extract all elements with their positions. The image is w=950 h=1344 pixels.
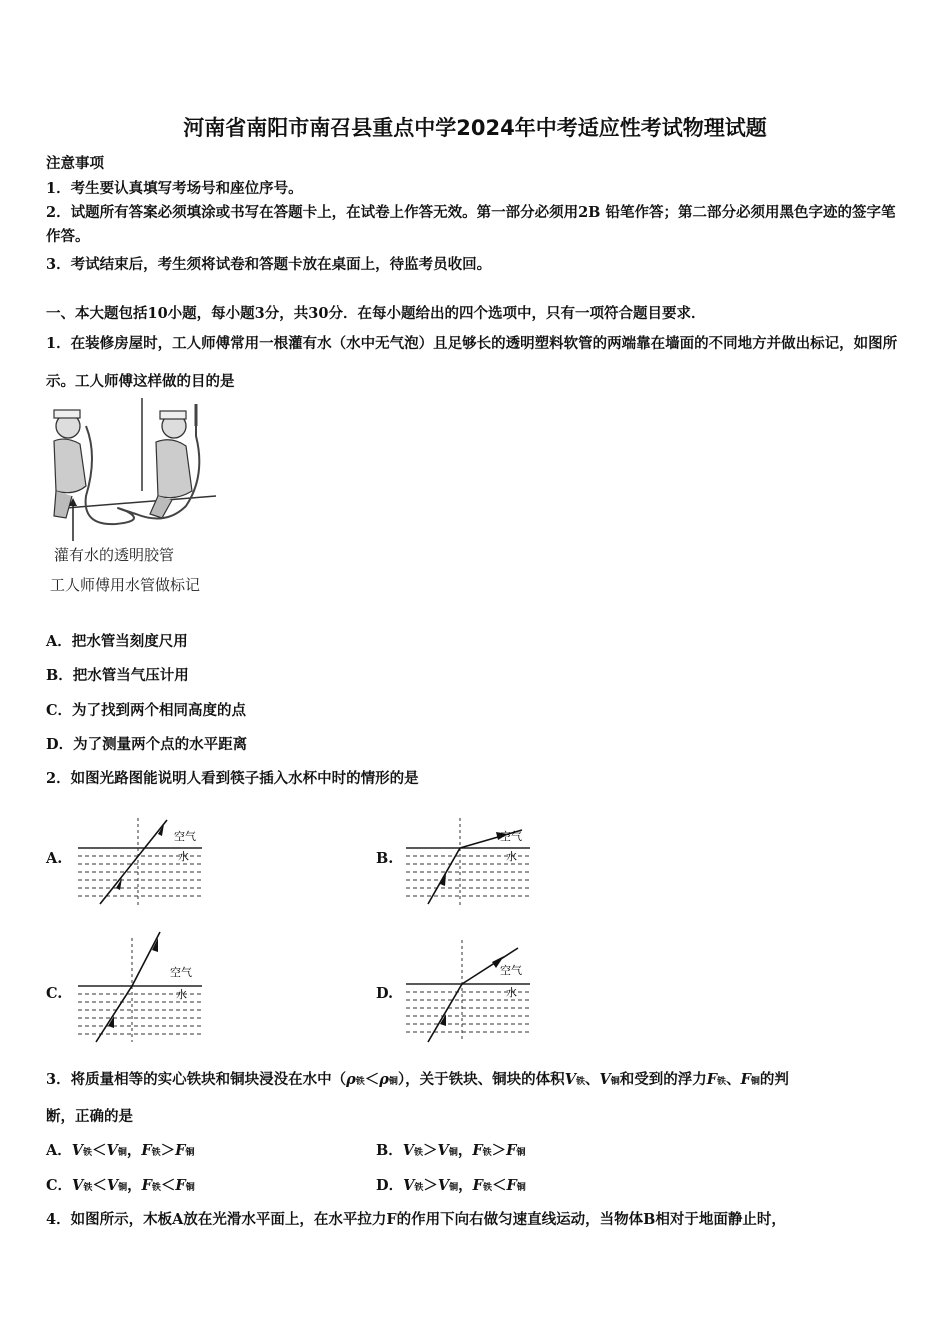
question-3-stem-line2: 断，正确的是 [46,1108,133,1125]
notice-item-3: 3．考试结束后，考生须将试卷和答题卡放在桌面上，待监考员收回。 [46,256,492,273]
air-label: 空气 [174,830,196,843]
notice-item-2: 2．试题所有答案必须填涂或书写在答题卡上，在试卷上作答无效。第一部分必须用2B 铅笔作答；第二部分必须用黑色字迹的签字笔作答。 [46,204,896,245]
notice-item-1: 1．考生要认真填写考场号和座位序号。 [46,180,303,197]
q3-option-a[interactable]: A．V铁＜V铜，F铁＞F铜 [46,1142,195,1159]
q1-option-d[interactable]: D．为了测量两个点的水平距离 [46,736,248,753]
water-label: 水 [506,850,517,863]
figure-caption-worker: 工人师傅用水管做标记 [50,576,201,594]
q3-option-d[interactable]: D．V铁＞V铜，F铁＜F铜 [376,1177,526,1194]
air-label: 空气 [170,966,192,979]
q2-option-a-diagram[interactable] [72,818,207,908]
water-label: 水 [178,850,189,863]
q2-option-d-diagram[interactable] [400,938,535,1046]
q1-option-a[interactable]: A．把水管当刻度尺用 [46,633,188,650]
air-label: 空气 [500,830,522,843]
notice-heading: 注意事项 [46,155,104,172]
page-title: 河南省南阳市南召县重点中学2024年中考适应性考试物理试题 [183,116,767,140]
air-label: 空气 [500,964,522,977]
q2-option-c-diagram[interactable] [72,930,207,1046]
worker-water-tube-figure [46,396,226,601]
q2-option-a-label[interactable]: A. [46,850,63,867]
water-label: 水 [176,988,187,1001]
water-label: 水 [506,986,517,999]
section-1-heading: 一、本大题包括10小题，每小题3分，共30分．在每小题给出的四个选项中，只有一项符合题目要求． [46,305,706,322]
figure-caption-tube: 灌有水的透明胶管 [54,546,175,564]
question-4-stem: 4．如图所示，木板A放在光滑水平面上，在水平拉力F的作用下向右做匀速直线运动，当物体B相对于地面静止时， [46,1211,786,1228]
q1-option-b[interactable]: B．把水管当气压计用 [46,667,189,684]
question-3-stem: 3．将质量相等的实心铁块和铜块浸没在水中（ρ铁＜ρ铜），关于铁块、铜块的体积V铁、V铜和受到的浮力F铁、F铜的判 [46,1071,789,1088]
question-2-stem: 2．如图光路图能说明人看到筷子插入水杯中时的情形的是 [46,770,419,787]
q2-option-b-diagram[interactable] [400,818,535,908]
question-1-stem: 1．在装修房屋时，工人师傅常用一根灌有水（水中无气泡）且足够长的透明塑料软管的两端靠在墙面的不同地方并做出标记，如图所示。工人师傅这样做的目的是 [46,335,898,390]
q2-option-d-label[interactable]: D. [376,985,394,1002]
q1-option-c[interactable]: C．为了找到两个相同高度的点 [46,702,247,719]
q3-option-c[interactable]: C．V铁＜V铜，F铁＜F铜 [46,1177,195,1194]
q2-option-b-label[interactable]: B. [376,850,394,867]
q3-option-b[interactable]: B．V铁＞V铜，F铁＞F铜 [376,1142,526,1159]
q2-option-c-label[interactable]: C. [46,985,63,1002]
